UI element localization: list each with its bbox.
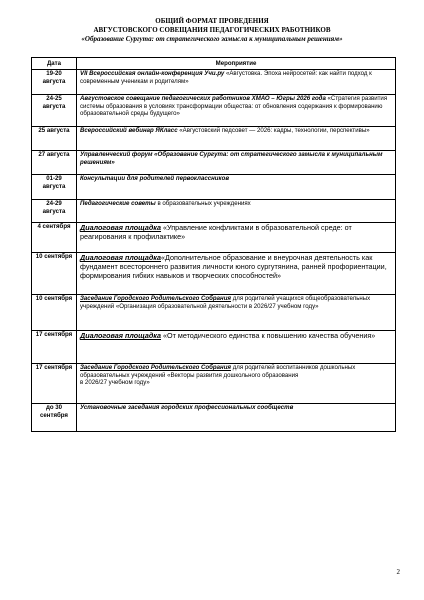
event-text-continued: в 2026/27 учебном году» <box>80 379 150 387</box>
row-event <box>77 175 396 200</box>
event-text: в образовательных учреждениях <box>155 200 251 207</box>
event-title: Установочные заседания городских профессиональных сообществ <box>80 404 294 411</box>
event-title: Диалоговая площадка <box>80 253 161 262</box>
row-event <box>77 95 396 127</box>
table-row <box>32 95 396 127</box>
title-line-3: «Образование Сургута: от стратегического замысла к муниципальным решениям» <box>81 35 343 43</box>
event-title: VII Всероссийская онлайн-конференция Учи.ру <box>80 70 225 77</box>
row-date: 19-20 августа <box>32 70 77 95</box>
event-title: Заседание Городского Родительского Собрания <box>80 364 232 371</box>
event-text: «От методического единства к повышению качества обучения» <box>161 331 376 340</box>
event-text: для родителей воспитанников дошкольных образовательных учреждений «Векторы развития дошкольного образования <box>80 364 356 379</box>
row-event <box>77 331 396 364</box>
row-date: 24-29 августа <box>32 200 77 223</box>
event-title: Всероссийский вебинар ЯКласс <box>80 127 178 134</box>
event-title: Управленческий форум «Образование Сургута: от стратегического замысла к муниципальным решениям» <box>80 151 383 166</box>
row-event <box>77 127 396 151</box>
event-text: «Управление конфликтами в образовательной среде: от реагирования к профилактике» <box>80 223 352 241</box>
table-row <box>32 223 396 253</box>
table-row <box>32 364 396 404</box>
event-text: «Стратегия развития системы образования в условиях трансформации общества: от обновления содержания к формированию образовательной среды будущего» <box>80 95 388 118</box>
row-date: 01-29 августа <box>32 175 77 200</box>
row-date: 10 сентября <box>32 295 77 331</box>
document-title <box>0 17 424 44</box>
row-date: 10 сентября <box>32 253 77 295</box>
page-number: 2 <box>396 568 400 576</box>
title-line-1: ОБЩИЙ ФОРМАТ ПРОВЕДЕНИЯ <box>155 17 269 25</box>
table-row <box>32 151 396 175</box>
event-title: Августовское совещание педагогических работников ХМАО – Югры 2026 года <box>80 95 326 102</box>
table-row <box>32 127 396 151</box>
table-row <box>32 295 396 331</box>
row-event <box>77 404 396 432</box>
event-title: Диалоговая площадка <box>80 331 161 340</box>
event-title: Педагогические советы <box>80 200 156 207</box>
row-date: 17 сентября <box>32 364 77 404</box>
column-header-event: Мероприятие <box>77 58 396 70</box>
schedule-table <box>31 57 396 432</box>
table-row <box>32 70 396 95</box>
row-event <box>77 200 396 223</box>
table-row <box>32 175 396 200</box>
table-row <box>32 200 396 223</box>
row-event <box>77 70 396 95</box>
event-title: Диалоговая площадка <box>80 223 161 232</box>
table-header-row <box>32 58 396 70</box>
event-title: Консультации для родителей первоклассников <box>80 175 230 182</box>
row-event <box>77 223 396 253</box>
row-event <box>77 151 396 175</box>
row-date: 24-25 августа <box>32 95 77 127</box>
row-event <box>77 364 396 404</box>
title-line-2: АВГУСТОВСКОГО СОВЕЩАНИЯ ПЕДАГОГИЧЕСКИХ РАБОТНИКОВ <box>93 26 331 34</box>
row-date: 4 сентября <box>32 223 77 253</box>
row-date: 27 августа <box>32 151 77 175</box>
table-row <box>32 331 396 364</box>
column-header-date: Дата <box>32 58 77 70</box>
row-date: 25 августа <box>32 127 77 151</box>
row-event <box>77 295 396 331</box>
event-text: «Дополнительное образование и внеурочная деятельность как фундамент всестороннего развития личности юного сургутянина, ранней профориентации, формирования гибких навыков и творческих способностей» <box>80 253 387 280</box>
row-date: до 30 сентября <box>32 404 77 432</box>
event-title: Заседание Городского Родительского Собрания <box>80 295 232 302</box>
table-row <box>32 404 396 432</box>
row-event <box>77 253 396 295</box>
row-date: 17 сентября <box>32 331 77 364</box>
table-row <box>32 253 396 295</box>
event-text: «Августовский педсовет — 2026: кадры, технологии, перспективы» <box>177 127 370 134</box>
event-text: для родителей учащихся общеобразовательных учреждений «Организация образовательной деятельности в 2026/27 учебном году» <box>80 295 371 310</box>
event-text: «Августовка. Эпоха нейросетей: как найти подход к современным ученикам и родителям» <box>80 70 372 85</box>
